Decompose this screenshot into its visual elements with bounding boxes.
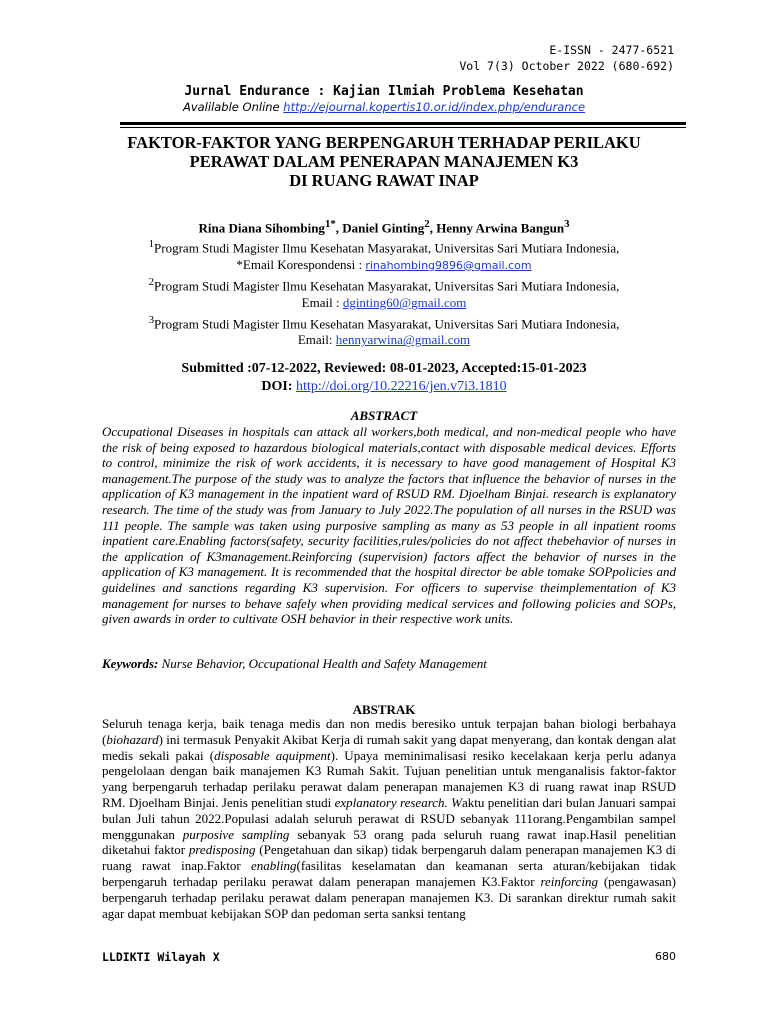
dates-line: Submitted :07-12-2022, Reviewed: 08-01-2023, Accepted:15-01-2023 bbox=[181, 361, 587, 376]
affiliation-2-text: Program Studi Magister Ilmu Kesehatan Masyarakat, Universitas Sari Mutiara Indonesia, bbox=[154, 278, 620, 294]
abstrak-seg-8: (pengawasan) berpengaruh terhadap perilaku perawat dalam penerapan manajemen K3. Di sarankan direktur rumah sakit agar dapat membuat kebijakan SOP dan pedoman serta sanksi tentang bbox=[102, 873, 677, 921]
abstrak-seg-5: sebanyak 53 orang pada seluruh ruang rawat inap.Hasil penelitian diketahui faktor bbox=[102, 826, 676, 858]
volume-info: Vol 7(3) October 2022 (680-692) bbox=[459, 59, 674, 73]
footer-publisher: LLDIKTI Wilayah X bbox=[102, 950, 220, 964]
abstrak-term-disposable: disposable aquipment bbox=[214, 747, 331, 763]
abstrak-term-purposive: purposive sampling bbox=[182, 826, 290, 842]
author-3-sup: 3 bbox=[564, 218, 570, 230]
abstrak-heading: ABSTRAK bbox=[352, 702, 416, 717]
page-number: 680 bbox=[655, 950, 676, 963]
abstrak-seg-6: (Pengetahuan dan sikap) tidak berpengaruh dalam penerapan manajemen K3 di ruang rawat inap.Faktor bbox=[102, 842, 676, 874]
abstrak-term-enabling: enabling bbox=[250, 858, 297, 874]
affiliation-3-sup: 3 bbox=[148, 313, 155, 326]
abstrak-seg-7: (fasilitas keselamatan dan keamanan serta aturan/kebijakan tidak berpengaruh terhadap perilaku perawat dalam penerapan manajemen K3.Faktor bbox=[102, 858, 676, 889]
submission-dates bbox=[0, 360, 768, 396]
abstract-text: Occupational Diseases in hospitals can attack all workers,both medical, and non-medical people who have the risk of being exposed to hazardous biological materials,contact with disposable medical devices. Efforts to control, minimize the risk of work accidents, it is necessary to have good management of Hospital K3 management.The purpose of the study was to analyze the factors that influence the behavior of nurses in the application of K3 management in the inpatient ward of RSUD RM. Djoelham Binjai. research is explanatory research. The time of the study was from January to July 2022.The population of all nurses in the RSUD was 111 people. The sample was taken using purposive sampling as many as 53 people in all inpatient rooms inpatient care.Enabling factors(safety, security facilities,rules/policies do not affect thebehavior of nurses in the application of K3management.Reinforcing (supervision) factors affect the behavior of nurses in the application of K3 management. It is recommended that the hospital director be able tomake SOPpolicies and guidelines and sanctions regarding K3 supervision. For officers to supervise theimplementation of K3 management for nurses to behave safely when providing medical services and following policies and SOPs, given awards in order to cultivate OSH behavior in their respective work units. bbox=[102, 424, 676, 627]
affiliation-3 bbox=[0, 312, 768, 333]
header-rule-thick bbox=[120, 122, 686, 125]
online-label: Avalilable Online bbox=[182, 100, 280, 114]
doi-label: DOI: bbox=[261, 379, 297, 394]
affiliation-1-text: Program Studi Magister Ilmu Kesehatan Masyarakat, Universitas Sari Mutiara Indonesia, bbox=[154, 240, 620, 256]
online-availability bbox=[0, 100, 768, 114]
email-1-line bbox=[0, 257, 768, 275]
keywords bbox=[102, 656, 676, 672]
email-3-line bbox=[0, 332, 768, 349]
abstrak-seg-4: aktu penelitian dari bulan Januari sampai bulan Juli tahun 2022.Populasi adalah seluruh perawat di RSUD sebanyak 111orang.Pengambilan sampel menggunakan bbox=[102, 794, 676, 842]
abstrak-seg-3: ). Upaya meminimalisasi resiko kecelakaan kerja perlu adanya pengelolaan dengan baik manajemen K3 Rumah Sakit. Tujuan penelitian untuk menganalisis faktor-faktor yang berpengaruh terhadap perilaku perawat dalam penerapan manajemen K3 di ruang rawat inap RSUD RM. Djoelham Binjai. Jenis penelitian studi bbox=[102, 747, 676, 810]
author-1-sup: 1* bbox=[324, 218, 336, 230]
abstrak-text bbox=[102, 716, 676, 921]
author-1: Rina Diana Sihombing bbox=[198, 220, 325, 236]
abstrak-term-biohazard: biohazard bbox=[106, 731, 159, 747]
email-3-link[interactable]: hennyarwina@gmail.com bbox=[335, 332, 471, 348]
author-2: , Daniel Ginting bbox=[335, 220, 425, 236]
paper-title bbox=[80, 133, 688, 190]
affiliation-1-sup: 1 bbox=[148, 238, 155, 250]
email-2-link[interactable]: dginting60@gmail.com bbox=[342, 295, 467, 311]
author-2-sup: 2 bbox=[424, 218, 430, 230]
affiliation-2 bbox=[0, 274, 768, 295]
email-3-label: Email: bbox=[297, 332, 336, 348]
email-1-link[interactable]: rinahombing9896@gmail.com bbox=[365, 258, 532, 272]
title-line-2: PERAWAT DALAM PENERAPAN MANAJEMEN K3 bbox=[189, 152, 579, 171]
abstrak-term-explanatory: explanatory research. W bbox=[334, 794, 463, 810]
email-2-label: Email : bbox=[301, 295, 343, 311]
header-rule-thin bbox=[120, 127, 686, 128]
author-3: , Henny Arwina Bangun bbox=[429, 220, 565, 236]
title-line-3: DI RUANG RAWAT INAP bbox=[289, 171, 479, 190]
keywords-label: Keywords: bbox=[102, 656, 159, 671]
abstrak-seg-2: ) ini termasuk Penyakit Akibat Kerja di rumah sakit yang dapat menyerang, dan kontak dengan alat medis sekali pakai ( bbox=[102, 731, 676, 763]
doi-link[interactable]: http://doi.org/10.22216/jen.v7i3.1810 bbox=[296, 379, 507, 394]
email-1-label: *Email Korespondensi : bbox=[236, 256, 366, 272]
title-line-1: FAKTOR-FAKTOR YANG BERPENGARUH TERHADAP PERILAKU bbox=[127, 133, 641, 152]
affiliation-2-sup: 2 bbox=[148, 276, 155, 289]
affiliation-1 bbox=[0, 236, 768, 257]
abstrak-term-predisposing: predisposing bbox=[188, 842, 256, 858]
issn: E-ISSN - 2477-6521 bbox=[549, 43, 674, 57]
doi-line bbox=[0, 378, 768, 396]
affiliation-3-text: Program Studi Magister Ilmu Kesehatan Masyarakat, Universitas Sari Mutiara Indonesia, bbox=[154, 315, 620, 331]
abstrak-seg-1: Seluruh tenaga kerja, baik tenaga medis dan non medis beresiko untuk terpajan bahan biologi berbahaya ( bbox=[102, 716, 676, 747]
abstract-heading: ABSTRACT bbox=[350, 408, 418, 423]
abstrak-term-reinforcing: reinforcing bbox=[540, 873, 598, 889]
journal-name: Jurnal Endurance : Kajian Ilmiah Problema Kesehatan bbox=[184, 84, 584, 99]
journal-url-link[interactable]: http://ejournal.kopertis10.or.id/index.php/endurance bbox=[283, 100, 586, 114]
issn-block bbox=[459, 42, 674, 74]
keywords-text: Nurse Behavior, Occupational Health and Safety Management bbox=[158, 656, 487, 671]
email-2-line bbox=[0, 295, 768, 312]
affiliations bbox=[0, 236, 768, 349]
authors bbox=[0, 218, 768, 236]
